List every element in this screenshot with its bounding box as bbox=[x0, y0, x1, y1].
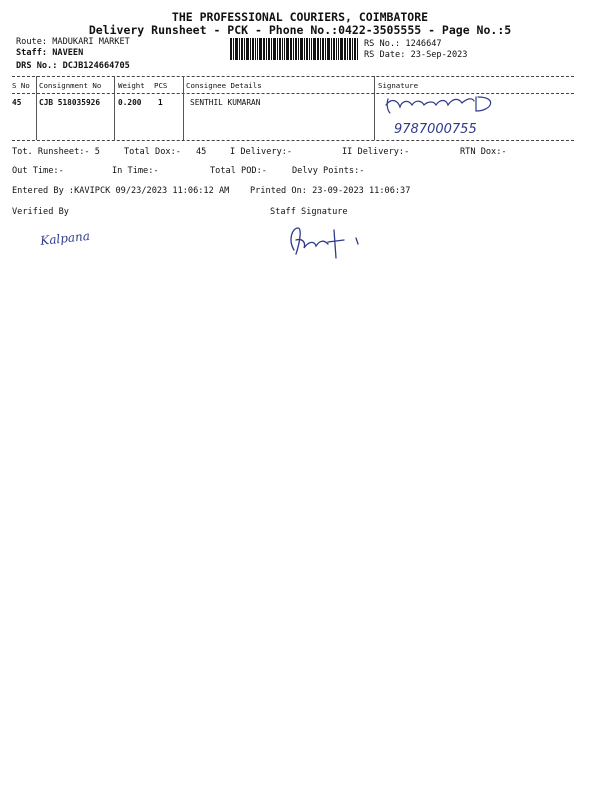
entered-by: Entered By :KAVIPCK 09/23/2023 11:06:12 AM bbox=[12, 186, 230, 196]
i-delivery: I Delivery:- bbox=[230, 147, 293, 157]
rs-number: RS No.: 1246647 bbox=[364, 39, 442, 49]
verifier-signature-text: Kalpana bbox=[39, 228, 91, 248]
total-dox: Total Dox:- bbox=[124, 147, 181, 157]
printed-on: Printed On: 23-09-2023 11:06:37 bbox=[250, 186, 411, 196]
receiver-signature bbox=[382, 93, 522, 139]
row-pcs: 1 bbox=[158, 98, 163, 107]
out-time: Out Time:- bbox=[12, 166, 64, 176]
row-consignee: SENTHIL KUMARAN bbox=[190, 98, 261, 107]
col-header-sno: S No bbox=[12, 81, 30, 90]
col-header-weight: Weight bbox=[118, 81, 145, 90]
table-top-rule bbox=[12, 76, 574, 77]
row-consignment-no: CJB 518035926 bbox=[39, 98, 101, 107]
delvy-points: Delvy Points:- bbox=[292, 166, 365, 176]
staff-signature-label: Staff Signature bbox=[270, 207, 348, 217]
in-time: In Time:- bbox=[112, 166, 159, 176]
barcode bbox=[230, 38, 358, 60]
table-bottom-rule bbox=[12, 140, 574, 141]
col-divider bbox=[183, 76, 184, 140]
staff-signature bbox=[284, 220, 374, 264]
runsheet-subtitle: Delivery Runsheet - PCK - Phone No.:0422-3505555 - Page No.:5 bbox=[88, 23, 512, 37]
staff-label: Staff: NAVEEN bbox=[16, 48, 84, 58]
tot-runsheet: Tot. Runsheet:- 5 bbox=[12, 147, 100, 157]
ii-delivery: II Delivery:- bbox=[342, 147, 410, 157]
verifier-signature bbox=[38, 222, 108, 250]
row-sno: 45 bbox=[12, 98, 22, 107]
rtn-dox: RTN Dox:- bbox=[460, 147, 507, 157]
col-header-signature: Signature bbox=[378, 81, 419, 90]
col-header-consignment: Consignment No bbox=[39, 81, 102, 90]
col-divider bbox=[114, 76, 115, 140]
col-header-consignee: Consignee Details bbox=[186, 81, 262, 90]
rs-date: RS Date: 23-Sep-2023 bbox=[364, 50, 468, 60]
total-pod: Total POD:- bbox=[210, 166, 267, 176]
col-divider bbox=[36, 76, 37, 140]
drs-number: DRS No.: DCJB124664705 bbox=[16, 61, 130, 71]
total-dox-value: 45 bbox=[196, 147, 207, 157]
col-divider bbox=[374, 76, 375, 140]
col-header-pcs: PCS bbox=[154, 81, 168, 90]
company-name: THE PROFESSIONAL COURIERS, COIMBATORE bbox=[171, 10, 429, 24]
row-weight: 0.200 bbox=[118, 98, 142, 107]
route-label: Route: MADUKARI MARKET bbox=[16, 37, 130, 47]
signature-phone: 9787000755 bbox=[394, 122, 477, 137]
verified-by-label: Verified By bbox=[12, 207, 69, 217]
